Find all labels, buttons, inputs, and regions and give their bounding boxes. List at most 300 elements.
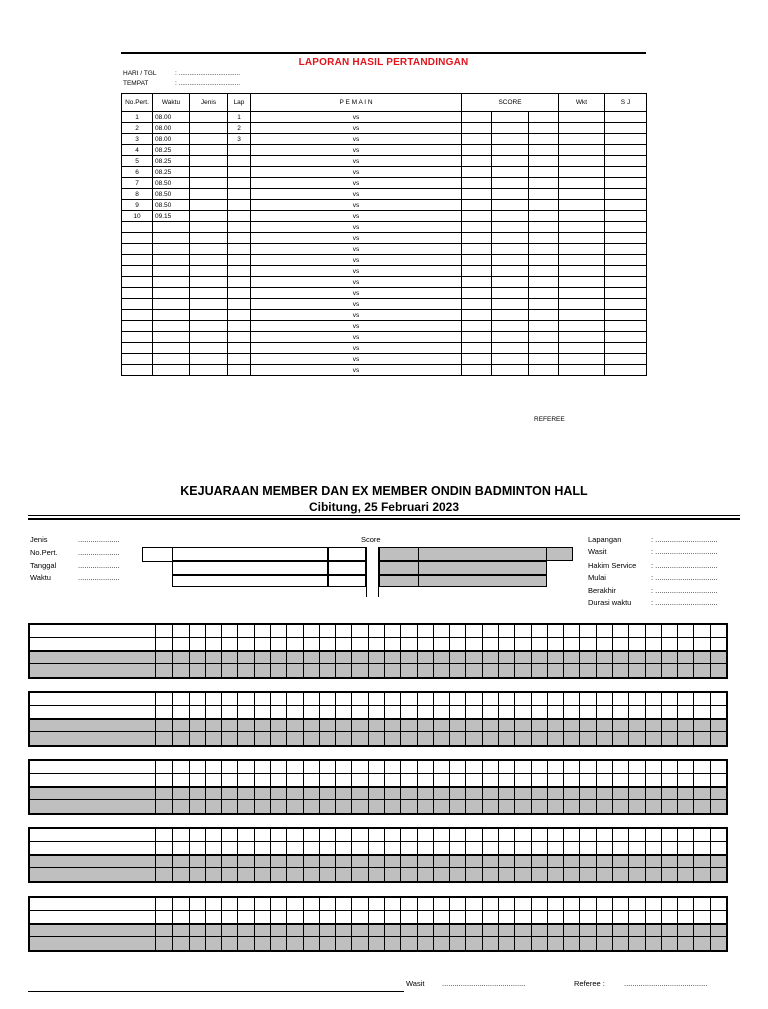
cell-score-mid — [492, 222, 529, 233]
cell-sj — [605, 310, 647, 321]
score-grid-line — [514, 693, 515, 745]
team-a-divider — [366, 547, 367, 597]
scoring-row — [30, 761, 726, 774]
footer-referee-value: ........................................ — [624, 979, 708, 988]
cell-sj — [605, 255, 647, 266]
cell-lap — [228, 156, 251, 167]
score-grid-line — [596, 693, 597, 745]
cell-sj — [605, 321, 647, 332]
cell-score-mid — [492, 123, 529, 134]
cell-sj — [605, 354, 647, 365]
col-lap: Lap — [228, 94, 251, 112]
cell-pemain: vs — [251, 211, 462, 222]
team-b-player1-box — [418, 547, 547, 561]
cell-pemain: vs — [251, 178, 462, 189]
cell-lap — [228, 277, 251, 288]
cell-waktu — [153, 266, 190, 277]
score-grid-line — [579, 761, 580, 813]
score-grid-line — [645, 761, 646, 813]
cell-no: 5 — [122, 156, 153, 167]
table-row — [122, 112, 647, 123]
score-grid-line — [384, 898, 385, 950]
scoring-separator — [30, 718, 726, 720]
cell-score-b — [529, 244, 559, 255]
score-grid-line — [286, 625, 287, 677]
cell-jenis — [190, 123, 228, 134]
name-column-divider — [155, 625, 156, 677]
score-grid-line — [351, 829, 352, 881]
score-grid-line — [433, 693, 434, 745]
cell-lap — [228, 145, 251, 156]
cell-score-mid — [492, 343, 529, 354]
cell-score-a — [462, 266, 492, 277]
cell-no — [122, 277, 153, 288]
cell-wkt — [559, 112, 605, 123]
cell-jenis — [190, 156, 228, 167]
score-grid-line — [677, 829, 678, 881]
score-grid-line — [449, 829, 450, 881]
score-grid-line — [205, 625, 206, 677]
report-top-rule — [121, 52, 646, 54]
mulai-field: Mulai : .............................. — [588, 573, 718, 582]
score-grid-line — [612, 625, 613, 677]
team-b-score-box-3 — [379, 575, 419, 587]
table-row — [122, 200, 647, 211]
cell-waktu — [153, 222, 190, 233]
cell-jenis — [190, 200, 228, 211]
cell-score-b — [529, 178, 559, 189]
score-grid-line — [303, 693, 304, 745]
cell-lap — [228, 343, 251, 354]
cell-score-a — [462, 277, 492, 288]
cell-lap — [228, 255, 251, 266]
tempat-value: : .................................. — [175, 80, 241, 87]
cell-jenis — [190, 211, 228, 222]
cell-lap — [228, 332, 251, 343]
cell-score-mid — [492, 244, 529, 255]
cell-score-mid — [492, 332, 529, 343]
cell-wkt — [559, 211, 605, 222]
scoring-block — [28, 691, 728, 747]
cell-sj — [605, 266, 647, 277]
cell-sj — [605, 277, 647, 288]
cell-score-a — [462, 321, 492, 332]
cell-pemain: vs — [251, 156, 462, 167]
scoring-separator — [30, 923, 726, 925]
score-grid-line — [612, 829, 613, 881]
sheet-subtitle: Cibitung, 25 Februari 2023 — [308, 500, 460, 514]
cell-jenis — [190, 112, 228, 123]
score-grid-line — [417, 898, 418, 950]
jenis-field: Jenis .................... — [30, 535, 120, 544]
team-a-seed-box — [142, 547, 173, 562]
cell-wkt — [559, 365, 605, 376]
cell-lap — [228, 321, 251, 332]
score-grid-line — [335, 625, 336, 677]
table-row — [122, 343, 647, 354]
cell-waktu — [153, 332, 190, 343]
score-grid-line — [189, 829, 190, 881]
cell-no — [122, 299, 153, 310]
cell-wkt — [559, 354, 605, 365]
cell-score-mid — [492, 299, 529, 310]
report-title: LAPORAN HASIL PERTANDINGAN — [298, 57, 469, 68]
cell-lap — [228, 365, 251, 376]
cell-waktu — [153, 244, 190, 255]
cell-sj — [605, 222, 647, 233]
cell-score-b — [529, 365, 559, 376]
berakhir-field: Berakhir : .............................. — [588, 586, 718, 595]
score-grid-line — [384, 829, 385, 881]
table-row — [122, 123, 647, 134]
score-grid-line — [335, 761, 336, 813]
score-grid-line — [172, 898, 173, 950]
cell-lap — [228, 310, 251, 321]
cell-score-a — [462, 233, 492, 244]
scoring-row — [30, 732, 726, 745]
cell-score-b — [529, 310, 559, 321]
cell-waktu: 08.25 — [153, 167, 190, 178]
scoring-separator — [30, 786, 726, 788]
score-grid-line — [384, 693, 385, 745]
score-grid-line — [319, 898, 320, 950]
score-grid-line — [563, 761, 564, 813]
cell-no: 9 — [122, 200, 153, 211]
cell-sj — [605, 112, 647, 123]
cell-jenis — [190, 178, 228, 189]
score-grid-line — [677, 693, 678, 745]
cell-jenis — [190, 277, 228, 288]
cell-wkt — [559, 134, 605, 145]
score-grid-line — [368, 829, 369, 881]
score-grid-line — [172, 761, 173, 813]
cell-waktu — [153, 310, 190, 321]
cell-lap: 3 — [228, 134, 251, 145]
score-grid-line — [189, 693, 190, 745]
cell-score-b — [529, 288, 559, 299]
score-grid-line — [628, 693, 629, 745]
cell-score-a — [462, 332, 492, 343]
score-grid-line — [465, 898, 466, 950]
cell-score-b — [529, 167, 559, 178]
score-grid-line — [286, 829, 287, 881]
table-row — [122, 233, 647, 244]
score-grid-line — [579, 625, 580, 677]
cell-sj — [605, 233, 647, 244]
score-grid-line — [628, 829, 629, 881]
score-grid-line — [547, 693, 548, 745]
score-grid-line — [400, 693, 401, 745]
cell-jenis — [190, 365, 228, 376]
score-grid-line — [254, 625, 255, 677]
score-grid-line — [498, 625, 499, 677]
table-row — [122, 178, 647, 189]
name-column-divider — [155, 898, 156, 950]
cell-lap — [228, 244, 251, 255]
score-grid-line — [645, 898, 646, 950]
score-grid-line — [400, 761, 401, 813]
table-row — [122, 156, 647, 167]
scoring-row — [30, 868, 726, 881]
lapangan-field: Lapangan : .............................. — [588, 535, 718, 544]
cell-jenis — [190, 321, 228, 332]
cell-score-b — [529, 134, 559, 145]
cell-wkt — [559, 299, 605, 310]
cell-sj — [605, 244, 647, 255]
cell-no — [122, 365, 153, 376]
cell-score-mid — [492, 145, 529, 156]
cell-pemain: vs — [251, 134, 462, 145]
score-grid-line — [482, 761, 483, 813]
cell-pemain: vs — [251, 277, 462, 288]
score-grid-line — [547, 898, 548, 950]
cell-waktu: 08.50 — [153, 178, 190, 189]
table-row — [122, 167, 647, 178]
cell-lap — [228, 200, 251, 211]
score-grid-line — [563, 625, 564, 677]
score-grid-line — [465, 625, 466, 677]
score-grid-line — [645, 625, 646, 677]
score-grid-line — [710, 761, 711, 813]
col-wkt: Wkt — [559, 94, 605, 112]
score-grid-line — [368, 693, 369, 745]
cell-score-b — [529, 354, 559, 365]
cell-lap — [228, 288, 251, 299]
cell-sj — [605, 134, 647, 145]
table-row — [122, 244, 647, 255]
cell-sj — [605, 145, 647, 156]
cell-wkt — [559, 178, 605, 189]
score-grid-line — [254, 761, 255, 813]
team-a-score-box — [328, 547, 366, 561]
scoring-row — [30, 787, 726, 800]
score-grid-line — [286, 898, 287, 950]
score-grid-line — [433, 625, 434, 677]
score-grid-line — [400, 898, 401, 950]
cell-jenis — [190, 343, 228, 354]
score-grid-line — [172, 625, 173, 677]
score-grid-line — [303, 898, 304, 950]
score-grid-line — [498, 761, 499, 813]
cell-score-b — [529, 255, 559, 266]
cell-wkt — [559, 189, 605, 200]
cell-score-b — [529, 332, 559, 343]
table-row — [122, 145, 647, 156]
score-grid-line — [482, 625, 483, 677]
score-grid-line — [531, 693, 532, 745]
cell-score-a — [462, 354, 492, 365]
score-grid-line — [319, 829, 320, 881]
score-grid-line — [693, 693, 694, 745]
score-grid-line — [433, 829, 434, 881]
cell-score-mid — [492, 266, 529, 277]
cell-jenis — [190, 332, 228, 343]
cell-wkt — [559, 200, 605, 211]
cell-waktu — [153, 299, 190, 310]
cell-waktu: 08.25 — [153, 156, 190, 167]
cell-score-a — [462, 288, 492, 299]
cell-lap — [228, 222, 251, 233]
cell-pemain: vs — [251, 222, 462, 233]
team-a-player2-box — [172, 561, 328, 575]
score-grid-line — [189, 761, 190, 813]
cell-no — [122, 244, 153, 255]
cell-waktu: 08.25 — [153, 145, 190, 156]
hakim-service-field: Hakim Service : .............................. — [588, 561, 718, 570]
cell-score-b — [529, 343, 559, 354]
score-grid-line — [205, 829, 206, 881]
table-row — [122, 277, 647, 288]
cell-no — [122, 332, 153, 343]
score-grid-line — [563, 829, 564, 881]
cell-score-a — [462, 222, 492, 233]
cell-wkt — [559, 123, 605, 134]
cell-waktu — [153, 321, 190, 332]
cell-score-a — [462, 365, 492, 376]
score-grid-line — [368, 625, 369, 677]
score-grid-line — [677, 898, 678, 950]
cell-score-b — [529, 189, 559, 200]
cell-score-a — [462, 299, 492, 310]
cell-lap — [228, 299, 251, 310]
tempat-label: TEMPAT — [123, 80, 149, 87]
score-grid-line — [710, 625, 711, 677]
score-grid-line — [710, 829, 711, 881]
cell-lap — [228, 266, 251, 277]
cell-no: 10 — [122, 211, 153, 222]
score-grid-line — [596, 625, 597, 677]
footer-wasit-value: ........................................ — [442, 979, 526, 988]
score-grid-line — [514, 761, 515, 813]
cell-sj — [605, 189, 647, 200]
cell-score-b — [529, 112, 559, 123]
referee-label: REFEREE — [534, 416, 565, 423]
cell-sj — [605, 167, 647, 178]
score-grid-line — [628, 625, 629, 677]
cell-no — [122, 288, 153, 299]
score-grid-line — [531, 625, 532, 677]
score-grid-line — [270, 761, 271, 813]
col-pemain: P E M A I N — [251, 94, 462, 112]
score-grid-line — [205, 898, 206, 950]
table-row — [122, 310, 647, 321]
scoring-block — [28, 759, 728, 815]
cell-no: 6 — [122, 167, 153, 178]
score-grid-line — [254, 898, 255, 950]
scoring-row — [30, 651, 726, 664]
cell-score-mid — [492, 277, 529, 288]
score-grid-line — [449, 625, 450, 677]
score-grid-line — [400, 829, 401, 881]
cell-waktu: 09.15 — [153, 211, 190, 222]
cell-jenis — [190, 354, 228, 365]
score-grid-line — [498, 829, 499, 881]
cell-score-mid — [492, 134, 529, 145]
score-grid-line — [286, 761, 287, 813]
name-column-divider — [155, 693, 156, 745]
score-grid-line — [465, 761, 466, 813]
cell-jenis — [190, 189, 228, 200]
score-grid-line — [579, 693, 580, 745]
cell-score-a — [462, 244, 492, 255]
scoring-block — [28, 896, 728, 952]
scoring-row — [30, 898, 726, 911]
score-grid-line — [498, 898, 499, 950]
cell-lap: 2 — [228, 123, 251, 134]
score-grid-line — [417, 761, 418, 813]
score-grid-line — [579, 829, 580, 881]
score-grid-line — [368, 761, 369, 813]
cell-jenis — [190, 299, 228, 310]
cell-jenis — [190, 167, 228, 178]
score-grid-line — [628, 898, 629, 950]
score-grid-line — [498, 693, 499, 745]
cell-jenis — [190, 145, 228, 156]
score-grid-line — [335, 693, 336, 745]
score-grid-line — [172, 829, 173, 881]
cell-score-mid — [492, 189, 529, 200]
team-b-player2-box — [418, 561, 547, 575]
score-grid-line — [237, 625, 238, 677]
scoring-separator — [30, 854, 726, 856]
cell-pemain: vs — [251, 200, 462, 211]
cell-pemain: vs — [251, 255, 462, 266]
cell-waktu — [153, 343, 190, 354]
cell-score-b — [529, 211, 559, 222]
cell-pemain: vs — [251, 123, 462, 134]
score-grid-line — [693, 625, 694, 677]
cell-no: 8 — [122, 189, 153, 200]
score-grid-line — [351, 625, 352, 677]
cell-waktu — [153, 288, 190, 299]
score-grid-line — [547, 829, 548, 881]
cell-waktu — [153, 233, 190, 244]
cell-score-b — [529, 123, 559, 134]
table-row — [122, 321, 647, 332]
tanggal-field: Tanggal .................... — [30, 561, 120, 570]
score-grid-line — [514, 625, 515, 677]
score-grid-line — [693, 898, 694, 950]
cell-wkt — [559, 244, 605, 255]
score-grid-line — [612, 761, 613, 813]
cell-score-a — [462, 134, 492, 145]
score-label: Score — [361, 535, 381, 544]
score-grid-line — [221, 761, 222, 813]
scoring-row — [30, 855, 726, 868]
cell-score-b — [529, 233, 559, 244]
cell-score-mid — [492, 178, 529, 189]
cell-score-a — [462, 310, 492, 321]
cell-no: 2 — [122, 123, 153, 134]
cell-wkt — [559, 255, 605, 266]
table-row — [122, 365, 647, 376]
cell-score-b — [529, 156, 559, 167]
score-grid-line — [172, 693, 173, 745]
cell-no — [122, 310, 153, 321]
score-grid-line — [433, 898, 434, 950]
score-grid-line — [189, 625, 190, 677]
cell-wkt — [559, 343, 605, 354]
score-grid-line — [661, 761, 662, 813]
cell-jenis — [190, 288, 228, 299]
score-grid-line — [205, 761, 206, 813]
cell-wkt — [559, 222, 605, 233]
table-row — [122, 332, 647, 343]
cell-pemain: vs — [251, 288, 462, 299]
score-grid-line — [531, 829, 532, 881]
table-row — [122, 288, 647, 299]
score-grid-line — [465, 693, 466, 745]
